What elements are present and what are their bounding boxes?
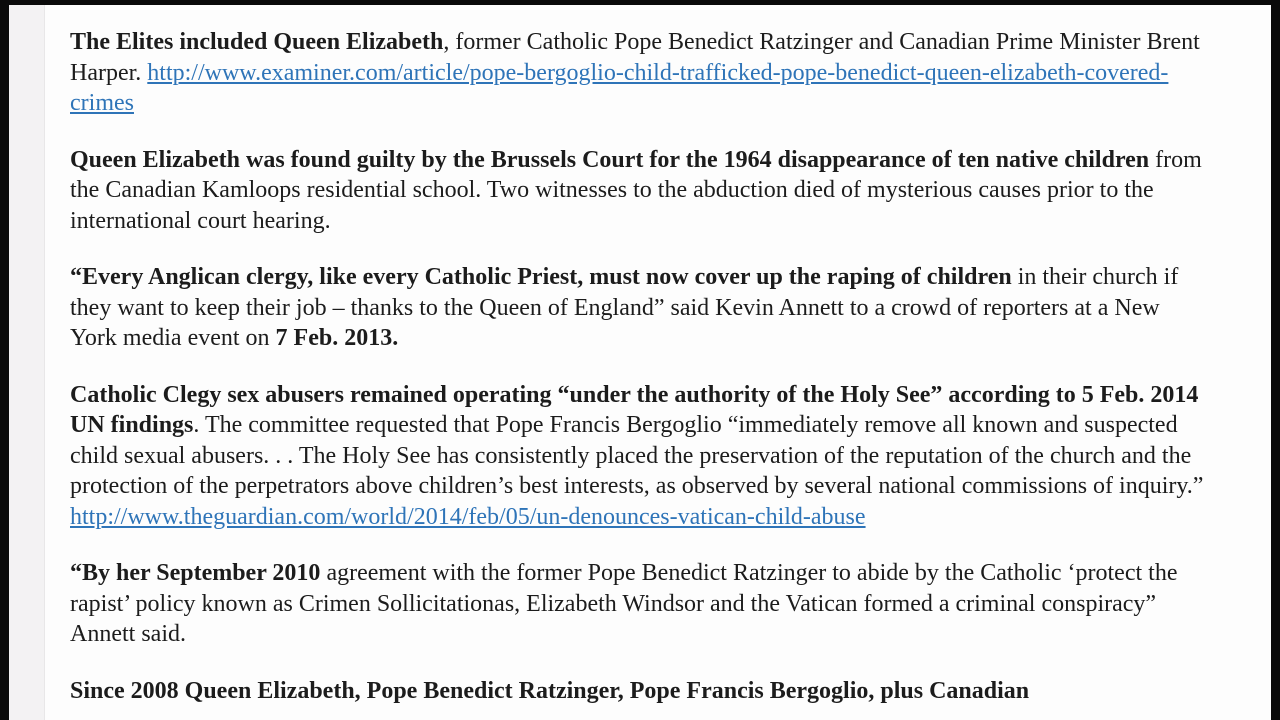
letterbox-right (1271, 0, 1280, 720)
letterbox-top (0, 0, 1280, 5)
hyperlink[interactable]: http://www.examiner.com/article/pope-bergoglio-child-trafficked-pope-benedict-queen-elizabeth-covered-crimes (70, 59, 1169, 116)
text-segment: from the Canadian Kamloops residential school. Two witnesses to the abduction died of mysterious causes prior to the international court hearing. (70, 146, 1202, 234)
letterbox-left (0, 0, 9, 720)
page-margin-gutter (9, 0, 45, 720)
text-segment: agreement with the former Pope Benedict Ratzinger to abide by the Catholic ‘protect the rapist’ policy known as Crimen Sollicitationas, Elizabeth Windsor and the Vatican formed a criminal conspiracy” Annett said. (70, 560, 1178, 647)
paragraph (70, 145, 1205, 237)
text-segment: . The committee requested that Pope Francis Bergoglio “immediately remove all known and suspected child sexual abusers. . . The Holy See has consistently placed the preservation of the reputation of the church and the protection of the perpetrators above children’s best interests, as observed by several national commissions of inquiry.” (70, 412, 1204, 499)
text-segment: 7 Feb. 2013. (275, 325, 399, 351)
hyperlink[interactable]: http://www.theguardian.com/world/2014/feb/05/un-denounces-vatican-child-abuse (70, 503, 866, 530)
paragraph (70, 380, 1205, 533)
paragraph (70, 676, 1205, 707)
text-segment: Catholic Clegy sex abusers remained operating “under the authority of the Holy See” according to 5 Feb. 2014 UN findings (70, 381, 1199, 438)
text-segment: in their church if they want to keep their job – thanks to the Queen of England” said Kevin Annett to a crowd of reporters at a New York media event on (70, 264, 1179, 351)
paragraph (70, 558, 1205, 650)
text-segment: Since 2008 Queen Elizabeth, Pope Benedict Ratzinger, Pope Francis Bergoglio, plus Canadian (70, 677, 1030, 704)
document-page (70, 0, 1205, 720)
text-segment: Queen Elizabeth was found guilty by the Brussels Court for the 1964 disappearance of ten native children (70, 146, 1150, 173)
text-segment: “By her September 2010 (70, 560, 321, 586)
text-segment: , former Catholic Pope Benedict Ratzinger and Canadian Prime Minister Brent Harper. (70, 29, 1200, 86)
paragraph (70, 262, 1205, 354)
paragraph (70, 27, 1205, 119)
text-segment: “Every Anglican clergy, like every Catholic Priest, must now cover up the raping of children (70, 264, 1012, 290)
text-segment: The Elites included Queen Elizabeth (70, 29, 444, 55)
